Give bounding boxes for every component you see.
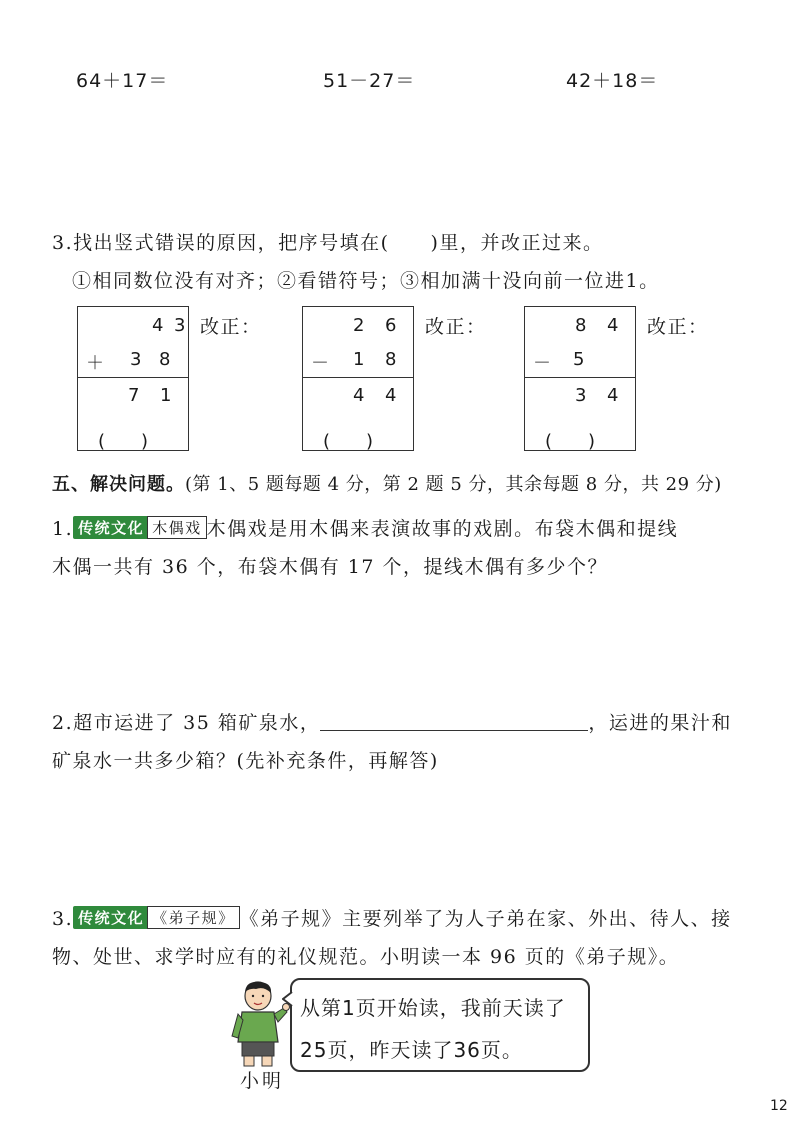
fill-in-blank[interactable] <box>320 712 588 731</box>
problem-3-line2: 物、处世、求学时应有的礼仪规范。小明读一本 96 页的《弟子规》。 <box>52 946 680 968</box>
digit: 8 <box>159 349 171 370</box>
digit: 4 <box>152 315 164 336</box>
section5-heading <box>52 470 722 496</box>
problem-3-number: 3. <box>52 908 74 930</box>
digit: 3 <box>575 385 587 406</box>
problem-3-line1 <box>52 904 732 931</box>
page-number: 12 <box>770 1098 788 1114</box>
answer-paren[interactable]: ( ) <box>545 431 596 452</box>
digit: 4 <box>607 315 619 336</box>
digit: 1 <box>160 385 172 406</box>
operator: － <box>311 353 329 374</box>
problem-3-text-1: 《弟子规》主要列举了为人子弟在家、外出、待人、接 <box>239 908 732 930</box>
correction-label-3: 改正： <box>647 316 709 338</box>
equation-3: 42＋18＝ <box>566 70 659 92</box>
problem-2-number: 2. <box>52 712 74 734</box>
digit: 4 <box>385 385 397 406</box>
speech-line-1: 从第1页开始读，我前天读了 <box>300 996 566 1020</box>
traditional-culture-tag: 传统文化 <box>73 906 149 929</box>
problem-1-number: 1. <box>52 518 74 540</box>
problem-1-text-1: 木偶戏是用木偶来表演故事的戏剧。布袋木偶和提线 <box>206 518 679 540</box>
problem-2-text-post: ，运进的果汁和 <box>588 712 732 734</box>
section5-score: (第 1、5 题每题 4 分，第 2 题 5 分，其余每题 8 分，共 29 分) <box>185 474 722 495</box>
speech-line-2: 25页，昨天读了36页。 <box>300 1038 523 1062</box>
digit: 8 <box>385 349 397 370</box>
speech-bubble <box>290 978 590 1072</box>
traditional-culture-tag: 传统文化 <box>73 516 149 539</box>
vertical-calc-box-1 <box>77 306 189 451</box>
correction-label-1: 改正： <box>200 316 262 338</box>
answer-paren[interactable]: ( ) <box>323 431 374 452</box>
digit: 3 <box>130 349 142 370</box>
vertical-calc-box-2 <box>302 306 414 451</box>
correction-label-2: 改正： <box>425 316 487 338</box>
q3-number: 3. <box>52 232 74 254</box>
problem-2-text-pre: 超市运进了 35 箱矿泉水， <box>73 712 321 734</box>
digit: 1 <box>353 349 365 370</box>
problem-1-line2: 木偶一共有 36 个，布袋木偶有 17 个，提线木偶有多少个？ <box>52 556 609 578</box>
section5-title: 五、解决问题。 <box>52 474 185 495</box>
q3-reasons: ①相同数位没有对齐；②看错符号；③相加满十没向前一位进1。 <box>72 270 660 292</box>
answer-paren[interactable]: ( ) <box>98 431 149 452</box>
operator: ＋ <box>86 353 104 374</box>
digit: 8 <box>575 315 587 336</box>
digit: 6 <box>385 315 397 336</box>
digit: 4 <box>607 385 619 406</box>
digit: 7 <box>128 385 140 406</box>
equation-1: 64＋17＝ <box>76 70 169 92</box>
operator: － <box>533 353 551 374</box>
character-name: 小明 <box>240 1070 285 1092</box>
digit: 2 <box>353 315 365 336</box>
problem-1-line1 <box>52 514 678 541</box>
problem-2-line2: 矿泉水一共多少箱？(先补充条件，再解答) <box>52 750 439 772</box>
topic-tag: 木偶戏 <box>147 516 207 539</box>
q3-prompt-text: 找出竖式错误的原因，把序号填在( )里，并改正过来。 <box>73 232 604 254</box>
q3-prompt <box>52 228 603 255</box>
topic-tag: 《弟子规》 <box>147 906 240 929</box>
digit: 5 <box>573 349 585 370</box>
digit: 4 <box>353 385 365 406</box>
vertical-calc-box-3 <box>524 306 636 451</box>
digit: 3 <box>174 315 186 336</box>
problem-2-line1 <box>52 708 732 735</box>
equation-2: 51－27＝ <box>323 70 416 92</box>
speech-bubble-tail <box>282 990 294 1008</box>
